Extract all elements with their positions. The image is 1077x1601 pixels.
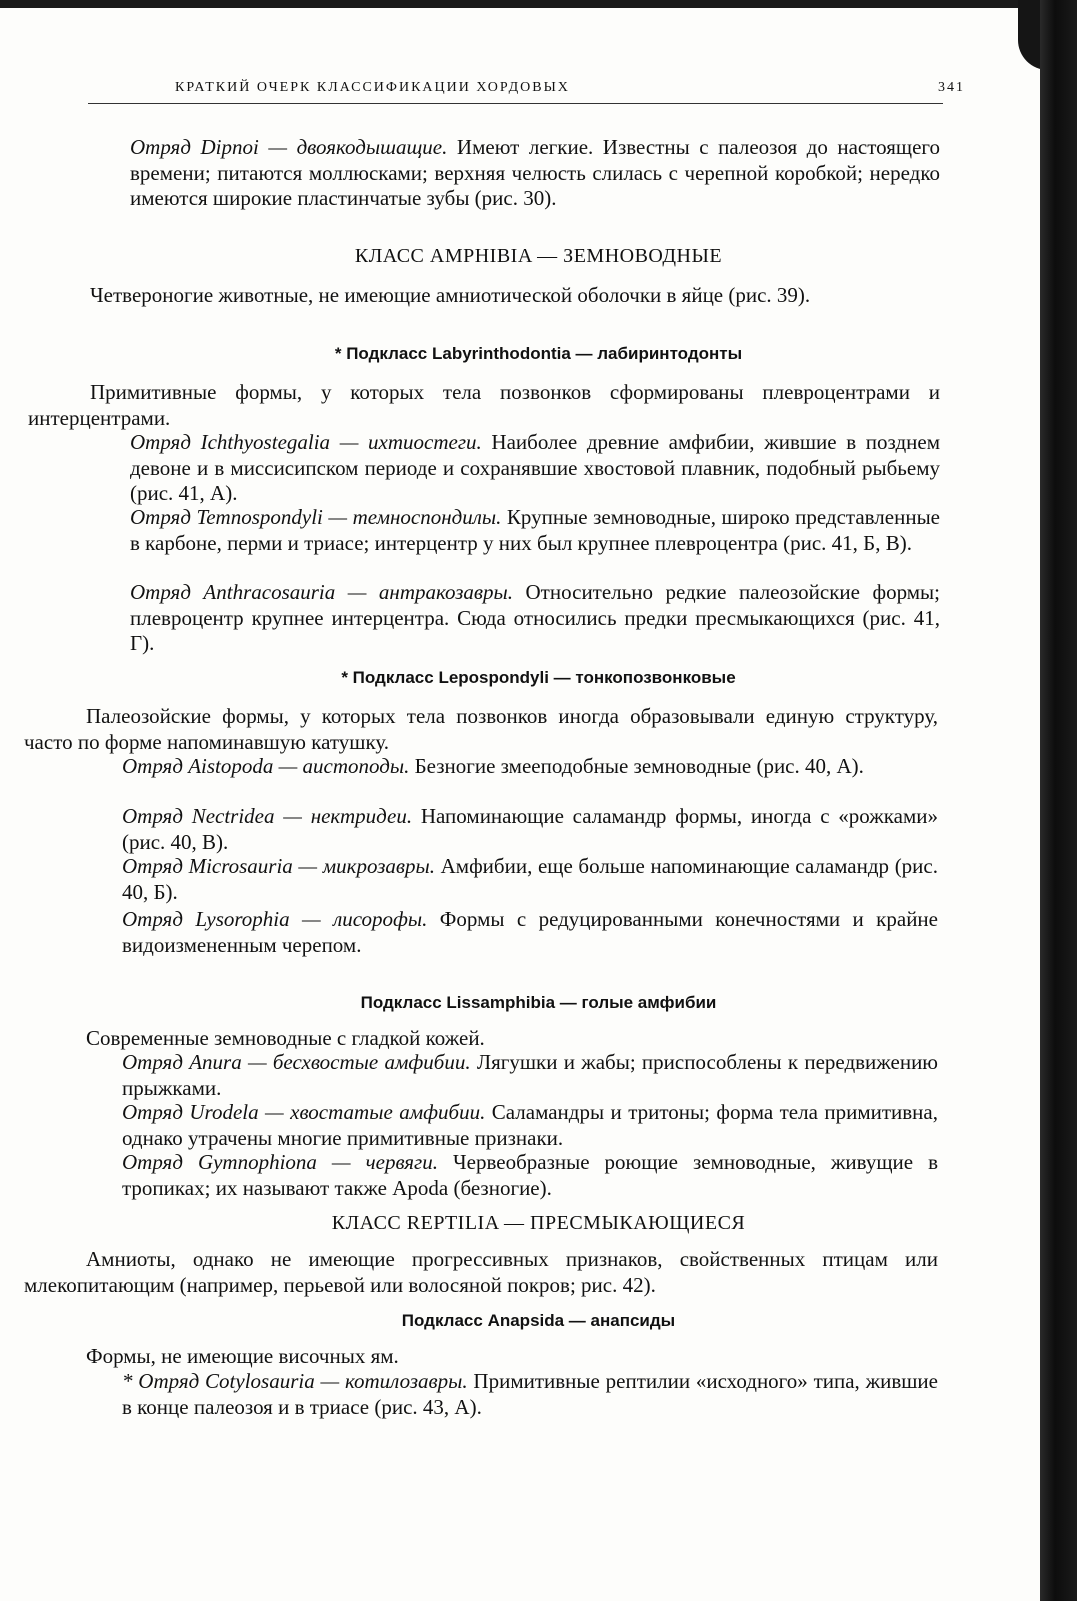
order-label: Отряд Gymnophiona — червяги. bbox=[122, 1150, 438, 1174]
subclass-heading-anapsida: Подкласс Anapsida — анапсиды bbox=[401, 1311, 676, 1330]
order-text: Имеют легкие. Известны с палеозоя до настоящего времени; питаются моллюсками; верхняя челюсть слилась с черепной коробкой; нередко имеются широкие пластинчатые зубы (рис. 30). bbox=[130, 135, 940, 210]
order-label: Отряд Temnospondyli — темноспондилы. bbox=[130, 505, 502, 529]
order-microsauria bbox=[122, 854, 938, 905]
order-label: Отряд Anura — бесхвостые амфибии. bbox=[122, 1050, 471, 1074]
header-rule bbox=[88, 103, 943, 104]
running-head-title: КРАТКИЙ ОЧЕРК КЛАССИФИКАЦИИ ХОРДОВЫХ bbox=[175, 80, 570, 95]
amphibia-intro: Четвероногие животные, не имеющие амниотической оболочки в яйце (рис. 39). bbox=[90, 283, 811, 307]
order-label: Отряд Anthracosauria — антракозавры. bbox=[130, 580, 514, 604]
order-anura bbox=[122, 1050, 938, 1101]
reptilia-intro: Амниоты, однако не имеющие прогрессивных признаков, свойственных птицам или млекопитающим (например, перьевой или волосяной покров; рис. 42). bbox=[24, 1247, 938, 1297]
order-text: Примитивные рептилии «исходного» типа, жившие в конце палеозоя и в триасе (рис. 43, А). bbox=[122, 1369, 938, 1419]
order-text: Амфибии, еще больше напоминающие саламандр (рис. 40, Б). bbox=[122, 854, 938, 904]
order-label: Отряд Dipnoi — двоякодышащие. bbox=[130, 135, 448, 159]
order-gymnophiona bbox=[122, 1150, 938, 1201]
anapsida-intro: Формы, не имеющие височных ям. bbox=[86, 1344, 399, 1368]
order-label: Отряд Urodela — хвостатые амфибии. bbox=[122, 1100, 486, 1124]
order-label: Отряд Nectridea — нектридеи. bbox=[122, 804, 413, 828]
class-heading-reptilia: КЛАСС REPTILIA — ПРЕСМЫКАЮЩИЕСЯ bbox=[331, 1212, 746, 1234]
running-head bbox=[175, 80, 965, 96]
order-label: * Отряд Cotylosauria — котилозавры. bbox=[122, 1369, 468, 1393]
page-number: 341 bbox=[938, 80, 965, 95]
order-urodela bbox=[122, 1100, 938, 1151]
order-aistopoda bbox=[122, 754, 938, 780]
order-nectridea bbox=[122, 804, 938, 855]
order-text: Напоминающие саламандр формы, иногда с «рожками» (рис. 40, В). bbox=[122, 804, 938, 854]
order-label: Отряд Microsauria — микрозавры. bbox=[122, 854, 435, 878]
subclass-heading-labyrinthodontia: * Подкласс Labyrinthodontia — лабиринтодонты bbox=[334, 344, 743, 363]
labyrinthodontia-intro: Примитивные формы, у которых тела позвонков сформированы плевроцентрами и интерцентрами. bbox=[28, 380, 940, 430]
order-label: Отряд Aistopoda — аистоподы. bbox=[122, 754, 410, 778]
order-text: Наиболее древние амфибии, жившие в позднем девоне и в миссисипском периоде и сохранявшие хвостовой плавник, подобный рыбьему (рис. 41, А). bbox=[130, 430, 940, 505]
order-text: Крупные земноводные, широко представленные в карбоне, перми и триасе; интерцентр у них был крупнее плевроцентра (рис. 41, Б, В). bbox=[130, 505, 940, 555]
order-text: Безногие змееподобные земноводные (рис. 40, А). bbox=[409, 754, 864, 778]
order-temnospondyli bbox=[130, 505, 940, 556]
class-heading-amphibia: КЛАСС AMPHIBIA — ЗЕМНОВОДНЫЕ bbox=[354, 245, 723, 267]
page-top-edge bbox=[0, 0, 1040, 8]
page-right-edge bbox=[1040, 0, 1077, 1601]
order-text: Относительно редкие палеозойские формы; плевроцентр крупнее интерцентра. Сюда относились предки пресмыкающихся (рис. 41, Г). bbox=[130, 580, 940, 655]
order-dipnoi bbox=[130, 135, 940, 212]
order-ichthyostegalia bbox=[130, 430, 940, 507]
subclass-heading-lissamphibia: Подкласс Lissamphibia — голые амфибии bbox=[360, 993, 717, 1012]
lissamphibia-intro: Современные земноводные с гладкой кожей. bbox=[86, 1026, 485, 1050]
order-text: Формы с редуцированными конечностями и крайне видоизмененным черепом. bbox=[122, 907, 938, 957]
order-text: Саламандры и тритоны; форма тела примитивна, однако утрачены многие примитивные признаки. bbox=[122, 1100, 938, 1150]
subclass-heading-lepospondyli: * Подкласс Lepospondyli — тонкопозвонковые bbox=[341, 668, 736, 687]
order-cotylosauria bbox=[122, 1369, 938, 1420]
order-text: Червеобразные роющие земноводные, живущие в тропиках; их называют также Apoda (безногие). bbox=[122, 1150, 938, 1200]
order-text: Лягушки и жабы; приспособлены к передвижению прыжками. bbox=[122, 1050, 938, 1100]
order-anthracosauria bbox=[130, 580, 940, 657]
order-label: Отряд Ichthyostegalia — ихтиостеги. bbox=[130, 430, 482, 454]
order-lysorophia bbox=[122, 907, 938, 958]
lepospondyli-intro: Палеозойские формы, у которых тела позвонков иногда образовывали единую структуру, часто по форме напоминавшую катушку. bbox=[24, 704, 938, 754]
order-label: Отряд Lysorophia — лисорофы. bbox=[122, 907, 428, 931]
